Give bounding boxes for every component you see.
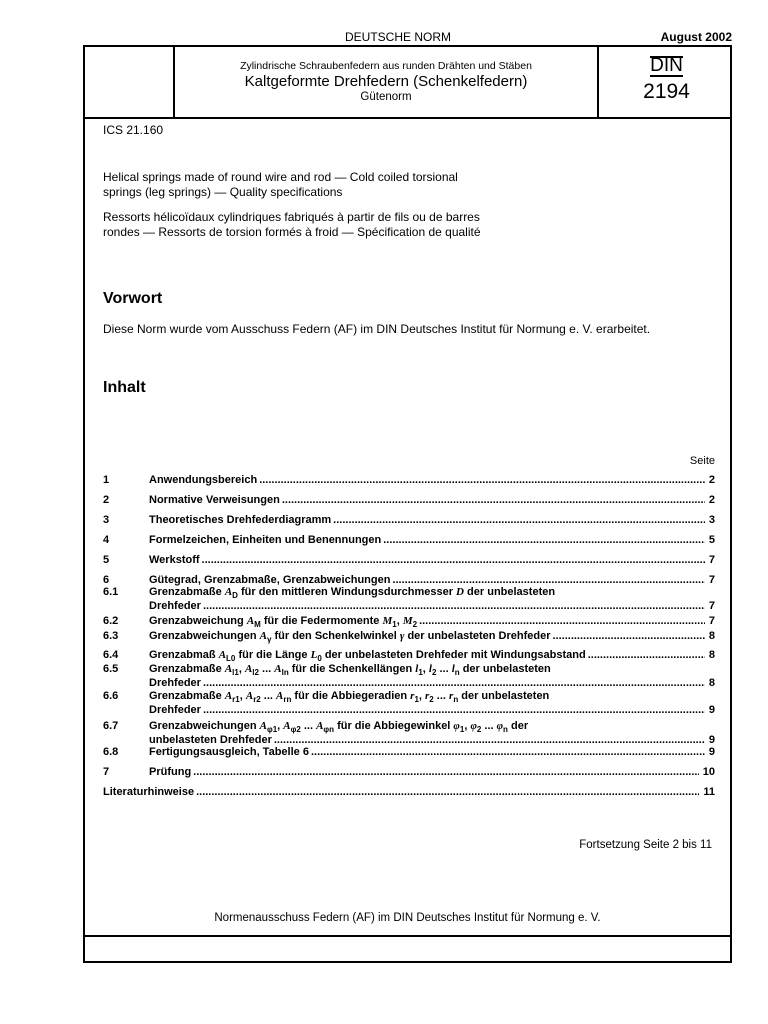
document-subtitle: Gütenorm <box>360 91 412 103</box>
toc-page: 9 <box>708 704 715 717</box>
toc-page: 7 <box>708 600 715 613</box>
toc-page: 3 <box>708 514 715 526</box>
toc-title: Grenzabmaße $A_{r1}$, $A_{r2}$ ... $A_{rn}$ für die Abbiegeradien $r_1$, $r_2$ ... $r_n$ der unbelasteten <box>149 689 550 705</box>
toc-page: 2 <box>708 494 715 506</box>
toc-page: 7 <box>708 615 715 628</box>
vorwort-text: Diese Norm wurde vom Ausschuss Federn (AF) im DIN Deutsches Institut für Normung e. V. erarbeitet. <box>103 322 651 336</box>
toc-number: 6.4 <box>103 648 119 661</box>
continuation-note: Fortsetzung Seite 2 bis 11 <box>579 839 712 851</box>
toc-title-cont: Drehfeder <box>149 676 201 689</box>
toc-number: 6.2 <box>103 615 119 628</box>
toc-page: 2 <box>708 474 715 486</box>
toc-entry-6-8[interactable] <box>103 746 715 758</box>
toc-entry-2[interactable] <box>103 494 715 506</box>
norm-type: DEUTSCHE NORM <box>345 30 452 44</box>
toc-title: Anwendungsbereich <box>149 474 258 486</box>
toc-title: Grenzabmaß $A_{L0}$ für die Länge $L_0$ der unbelasteten Drehfeder mit Windungsabstand <box>149 648 586 663</box>
title-french-line-2: rondes — Ressorts de torsion formés à froid — Spécification de qualité <box>103 225 481 239</box>
table-of-contents <box>103 455 715 798</box>
toc-title: Fertigungsausgleich, Tabelle 6 <box>149 746 309 759</box>
toc-page: 8 <box>708 630 715 643</box>
toc-entry-6-2[interactable] <box>103 615 715 629</box>
inhalt-heading: Inhalt <box>103 379 146 396</box>
toc-page: 11 <box>703 786 715 799</box>
toc-title: Prüfung <box>149 766 192 779</box>
toc-entry-6-4[interactable] <box>103 649 715 663</box>
toc-number: 6.6 <box>103 689 119 702</box>
toc-entry-6[interactable] <box>103 574 715 586</box>
toc-number: 6.5 <box>103 662 119 675</box>
toc-title-cont: Drehfeder <box>149 600 201 613</box>
toc-title: Grenzabweichungen $A_\gamma$ für den Schenkelwinkel γ der unbelasteten Drehfeder <box>149 630 551 645</box>
toc-page: 8 <box>708 676 715 689</box>
toc-entry-6-7[interactable] <box>103 720 715 734</box>
subtitle-de: Zylindrische Schraubenfedern aus runden Drähten und Stäben <box>240 60 532 72</box>
toc-title: Grenzabweichungen $A_{\varphi 1}$, $A_{\varphi 2}$ ... $A_{\varphi n}$ für die Abbiegewinkel $\varphi_1$, $\varphi_2$ ... $\varphi_n$ der <box>149 720 529 735</box>
document-frame <box>83 45 732 963</box>
toc-title: Gütegrad, Grenzabmaße, Grenzabweichungen <box>149 574 391 586</box>
toc-number: 6 <box>103 574 110 586</box>
toc-entry-6-5[interactable] <box>103 663 715 677</box>
toc-page: 9 <box>708 734 715 747</box>
title-block <box>85 47 730 119</box>
toc-title: Grenzabmaße $A_D$ für den mittleren Windungsdurchmesser D der unbelasteten <box>149 586 556 601</box>
title-block-center <box>175 47 597 117</box>
toc-title: Grenzabweichung $A_M$ für die Federmomente $M_1$, $M_2$ <box>149 615 418 630</box>
toc-number: 7 <box>103 766 110 779</box>
vorwort-heading: Vorwort <box>103 290 163 307</box>
toc-title: Theoretisches Drehfederdiagramm <box>149 514 332 526</box>
din-number: 2194 <box>643 80 690 103</box>
toc-title: Werkstoff <box>149 554 200 566</box>
front-matter <box>103 123 712 397</box>
toc-entry-1[interactable] <box>103 474 715 486</box>
toc-entry-literaturhinweise[interactable] <box>103 786 715 798</box>
title-english-line-1: Helical springs made of round wire and rod — Cold coiled torsional <box>103 170 458 184</box>
din-box <box>597 47 734 117</box>
publication-date: August 2002 <box>660 30 732 44</box>
title-french-line-1: Ressorts hélicoïdaux cylindriques fabriqués à partir de fils ou de barres <box>103 210 480 224</box>
toc-entry-7[interactable] <box>103 766 715 778</box>
toc-entry-6-1[interactable] <box>103 586 715 600</box>
toc-entry-6-1-cont[interactable] <box>103 600 715 612</box>
footer-committee: Normenausschuss Federn (AF) im DIN Deutsches Institut für Normung e. V. <box>214 912 601 924</box>
toc-entry-6-6-cont[interactable] <box>103 704 715 716</box>
ics-code: ICS 21.160 <box>103 123 164 137</box>
toc-title: Formelzeichen, Einheiten und Benennungen <box>149 534 382 546</box>
document-title: Kaltgeformte Drehfedern (Schenkelfedern) <box>244 73 528 90</box>
toc-number: 2 <box>103 494 110 506</box>
din-logo: DIN <box>650 55 683 76</box>
toc-number: 5 <box>103 554 110 566</box>
toc-entry-5[interactable] <box>103 554 715 566</box>
footer-divider <box>85 935 730 937</box>
toc-seite-label: Seite <box>689 455 715 467</box>
toc-entry-4[interactable] <box>103 534 715 546</box>
title-english-line-2: springs (leg springs) — Quality specifications <box>103 185 343 199</box>
toc-number: 6.1 <box>103 586 119 598</box>
toc-number: 1 <box>103 474 110 486</box>
title-block-left-cell <box>85 47 175 117</box>
toc-number: 4 <box>103 534 110 546</box>
toc-page: 9 <box>708 746 715 759</box>
toc-entry-6-5-cont[interactable] <box>103 677 715 689</box>
toc-number: 6.8 <box>103 746 119 759</box>
toc-page: 8 <box>708 648 715 661</box>
toc-page: 10 <box>702 766 715 779</box>
toc-entry-6-7-cont[interactable] <box>103 734 715 746</box>
toc-entry-3[interactable] <box>103 514 715 526</box>
toc-title: Literaturhinweise <box>103 786 195 799</box>
toc-number: 3 <box>103 514 110 526</box>
toc-number: 6.7 <box>103 720 119 733</box>
toc-number: 6.3 <box>103 630 119 643</box>
toc-title-cont: Drehfeder <box>149 704 201 717</box>
toc-title: Normative Verweisungen <box>149 494 280 506</box>
toc-page: 7 <box>708 574 715 586</box>
toc-page: 7 <box>708 554 715 566</box>
toc-entry-6-6[interactable] <box>103 690 715 704</box>
toc-entry-6-3[interactable] <box>103 630 715 644</box>
toc-title: Grenzabmaße $A_{l1}$, $A_{l2}$ ... $A_{ln}$ für die Schenkellängen $l_1$, $l_2$ ... $l_n$ der unbelasteten <box>149 662 551 677</box>
toc-title-cont: unbelasteten Drehfeder <box>149 734 272 747</box>
toc-page: 5 <box>708 534 715 546</box>
